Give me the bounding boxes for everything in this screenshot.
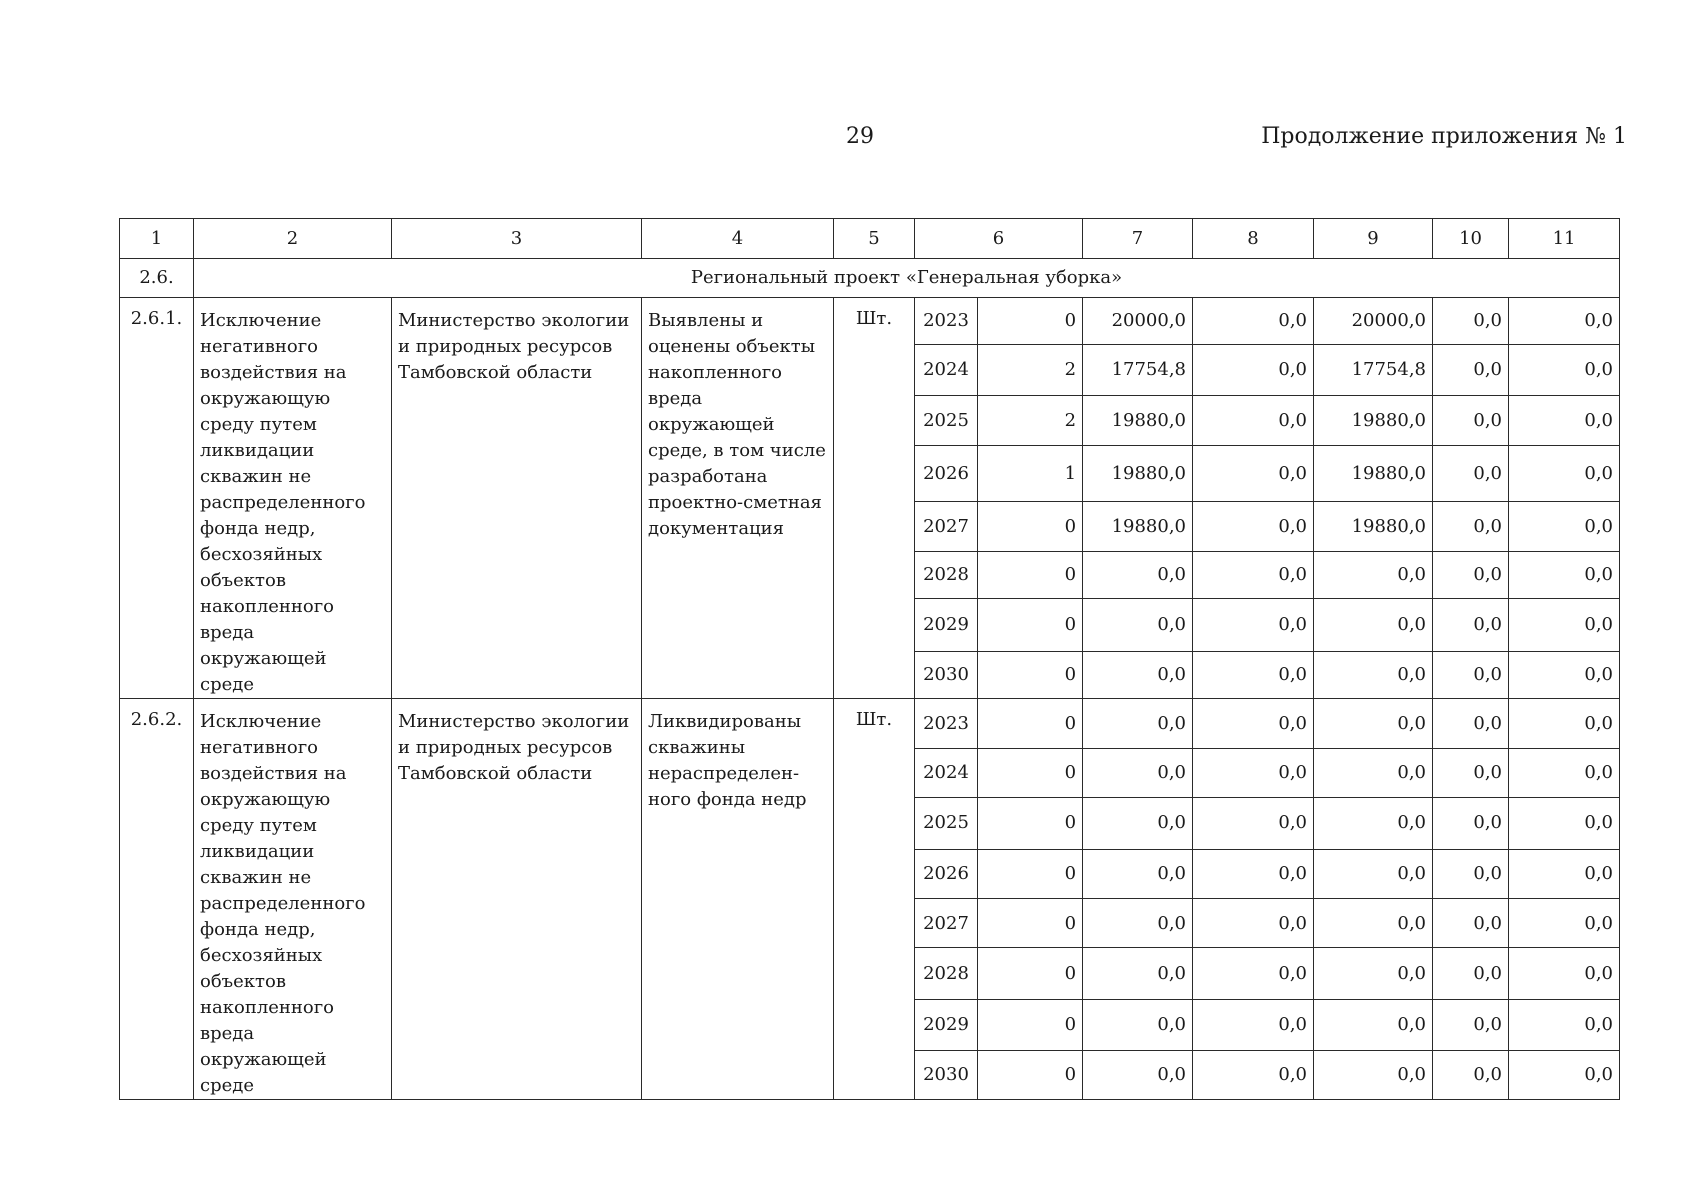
value-cell-10: 0,0 — [1433, 748, 1509, 797]
item-number: 2.6.2. — [120, 699, 194, 1100]
appendix-continuation-label: Продолжение приложения № 1 — [1261, 124, 1627, 149]
value-cell-7: 0,0 — [1083, 849, 1193, 899]
value-cell-9: 0,0 — [1314, 599, 1433, 651]
value-cell-7: 17754,8 — [1083, 345, 1193, 395]
column-number: 9 — [1314, 219, 1433, 259]
value-cell-11: 0,0 — [1509, 699, 1620, 749]
value-cell-8: 0,0 — [1193, 797, 1314, 849]
value-cell-8: 0,0 — [1193, 345, 1314, 395]
quantity-cell: 0 — [978, 1051, 1083, 1100]
value-cell-10: 0,0 — [1433, 501, 1509, 551]
value-cell-7: 20000,0 — [1083, 298, 1193, 345]
quantity-cell: 0 — [978, 849, 1083, 899]
year-cell: 2025 — [915, 395, 978, 445]
value-cell-7: 0,0 — [1083, 797, 1193, 849]
quantity-cell: 2 — [978, 395, 1083, 445]
column-number-row — [120, 219, 1620, 259]
value-cell-7: 0,0 — [1083, 599, 1193, 651]
value-cell-9: 0,0 — [1314, 651, 1433, 698]
value-cell-11: 0,0 — [1509, 899, 1620, 948]
item-description: Исключение негативного воздействия на окружающую среду путем ликвидации скважин не распределенного фонда недр, бесхозяйных объектов накопленного вреда окружающей среде — [194, 298, 392, 699]
value-cell-11: 0,0 — [1509, 445, 1620, 501]
value-cell-7: 19880,0 — [1083, 445, 1193, 501]
item-unit: Шт. — [834, 699, 915, 1100]
value-cell-8: 0,0 — [1193, 849, 1314, 899]
value-cell-7: 19880,0 — [1083, 395, 1193, 445]
value-cell-11: 0,0 — [1509, 948, 1620, 1000]
value-cell-11: 0,0 — [1509, 1000, 1620, 1051]
quantity-cell: 0 — [978, 797, 1083, 849]
table-row — [120, 699, 1620, 749]
item-unit: Шт. — [834, 298, 915, 699]
year-cell: 2024 — [915, 748, 978, 797]
value-cell-11: 0,0 — [1509, 748, 1620, 797]
value-cell-8: 0,0 — [1193, 1000, 1314, 1051]
value-cell-9: 19880,0 — [1314, 395, 1433, 445]
value-cell-7: 19880,0 — [1083, 501, 1193, 551]
value-cell-10: 0,0 — [1433, 849, 1509, 899]
value-cell-10: 0,0 — [1433, 1000, 1509, 1051]
value-cell-7: 0,0 — [1083, 551, 1193, 598]
value-cell-9: 0,0 — [1314, 948, 1433, 1000]
year-cell: 2026 — [915, 849, 978, 899]
value-cell-8: 0,0 — [1193, 599, 1314, 651]
value-cell-8: 0,0 — [1193, 551, 1314, 598]
column-number: 10 — [1433, 219, 1509, 259]
value-cell-11: 0,0 — [1509, 298, 1620, 345]
value-cell-9: 20000,0 — [1314, 298, 1433, 345]
value-cell-9: 0,0 — [1314, 797, 1433, 849]
quantity-cell: 0 — [978, 699, 1083, 749]
value-cell-10: 0,0 — [1433, 948, 1509, 1000]
value-cell-10: 0,0 — [1433, 395, 1509, 445]
value-cell-8: 0,0 — [1193, 1051, 1314, 1100]
year-cell: 2024 — [915, 345, 978, 395]
value-cell-11: 0,0 — [1509, 501, 1620, 551]
value-cell-7: 0,0 — [1083, 1051, 1193, 1100]
quantity-cell: 0 — [978, 948, 1083, 1000]
quantity-cell: 0 — [978, 551, 1083, 598]
value-cell-11: 0,0 — [1509, 345, 1620, 395]
quantity-cell: 0 — [978, 298, 1083, 345]
item-result: Выявлены и оценены объекты накопленного вреда окружающей среде, в том числе разработана проектно-сметная документация — [642, 298, 834, 699]
year-cell: 2029 — [915, 1000, 978, 1051]
section-row — [120, 259, 1620, 298]
year-cell: 2025 — [915, 797, 978, 849]
value-cell-10: 0,0 — [1433, 445, 1509, 501]
value-cell-9: 0,0 — [1314, 1051, 1433, 1100]
value-cell-8: 0,0 — [1193, 699, 1314, 749]
quantity-cell: 0 — [978, 501, 1083, 551]
column-number: 8 — [1193, 219, 1314, 259]
column-number: 5 — [834, 219, 915, 259]
value-cell-11: 0,0 — [1509, 849, 1620, 899]
value-cell-11: 0,0 — [1509, 1051, 1620, 1100]
value-cell-10: 0,0 — [1433, 651, 1509, 698]
value-cell-8: 0,0 — [1193, 748, 1314, 797]
value-cell-10: 0,0 — [1433, 345, 1509, 395]
page-number: 29 — [846, 124, 874, 149]
value-cell-11: 0,0 — [1509, 599, 1620, 651]
column-number: 3 — [392, 219, 642, 259]
value-cell-9: 0,0 — [1314, 899, 1433, 948]
value-cell-9: 19880,0 — [1314, 501, 1433, 551]
quantity-cell: 0 — [978, 748, 1083, 797]
column-number: 11 — [1509, 219, 1620, 259]
value-cell-8: 0,0 — [1193, 651, 1314, 698]
value-cell-10: 0,0 — [1433, 797, 1509, 849]
value-cell-10: 0,0 — [1433, 699, 1509, 749]
value-cell-10: 0,0 — [1433, 1051, 1509, 1100]
value-cell-11: 0,0 — [1509, 797, 1620, 849]
year-cell: 2027 — [915, 501, 978, 551]
year-cell: 2030 — [915, 651, 978, 698]
quantity-cell: 0 — [978, 899, 1083, 948]
item-executor: Министерство экологии и природных ресурсов Тамбовской области — [392, 699, 642, 1100]
program-table — [119, 218, 1620, 1100]
value-cell-9: 19880,0 — [1314, 445, 1433, 501]
year-cell: 2028 — [915, 948, 978, 1000]
year-cell: 2027 — [915, 899, 978, 948]
value-cell-9: 0,0 — [1314, 748, 1433, 797]
item-executor: Министерство экологии и природных ресурсов Тамбовской области — [392, 298, 642, 699]
year-cell: 2030 — [915, 1051, 978, 1100]
value-cell-7: 0,0 — [1083, 651, 1193, 698]
year-cell: 2023 — [915, 298, 978, 345]
column-number: 4 — [642, 219, 834, 259]
value-cell-9: 0,0 — [1314, 1000, 1433, 1051]
value-cell-10: 0,0 — [1433, 551, 1509, 598]
value-cell-10: 0,0 — [1433, 899, 1509, 948]
quantity-cell: 2 — [978, 345, 1083, 395]
year-cell: 2028 — [915, 551, 978, 598]
value-cell-7: 0,0 — [1083, 699, 1193, 749]
value-cell-9: 0,0 — [1314, 849, 1433, 899]
value-cell-8: 0,0 — [1193, 948, 1314, 1000]
table-row — [120, 298, 1620, 345]
value-cell-9: 17754,8 — [1314, 345, 1433, 395]
column-number: 7 — [1083, 219, 1193, 259]
value-cell-10: 0,0 — [1433, 599, 1509, 651]
item-number: 2.6.1. — [120, 298, 194, 699]
value-cell-9: 0,0 — [1314, 699, 1433, 749]
item-description: Исключение негативного воздействия на окружающую среду путем ликвидации скважин не распределенного фонда недр, бесхозяйных объектов накопленного вреда окружающей среде — [194, 699, 392, 1100]
item-result: Ликвидированы скважины нераспределен-ного фонда недр — [642, 699, 834, 1100]
value-cell-7: 0,0 — [1083, 1000, 1193, 1051]
value-cell-9: 0,0 — [1314, 551, 1433, 598]
column-number: 1 — [120, 219, 194, 259]
value-cell-11: 0,0 — [1509, 395, 1620, 445]
section-number: 2.6. — [120, 259, 194, 298]
quantity-cell: 0 — [978, 651, 1083, 698]
value-cell-8: 0,0 — [1193, 501, 1314, 551]
quantity-cell: 0 — [978, 599, 1083, 651]
quantity-cell: 0 — [978, 1000, 1083, 1051]
value-cell-10: 0,0 — [1433, 298, 1509, 345]
value-cell-7: 0,0 — [1083, 899, 1193, 948]
column-number: 6 — [915, 219, 1083, 259]
value-cell-7: 0,0 — [1083, 948, 1193, 1000]
value-cell-11: 0,0 — [1509, 551, 1620, 598]
value-cell-8: 0,0 — [1193, 395, 1314, 445]
column-number: 2 — [194, 219, 392, 259]
section-title: Региональный проект «Генеральная уборка» — [194, 259, 1620, 298]
value-cell-11: 0,0 — [1509, 651, 1620, 698]
year-cell: 2029 — [915, 599, 978, 651]
value-cell-8: 0,0 — [1193, 298, 1314, 345]
value-cell-7: 0,0 — [1083, 748, 1193, 797]
value-cell-8: 0,0 — [1193, 899, 1314, 948]
quantity-cell: 1 — [978, 445, 1083, 501]
year-cell: 2026 — [915, 445, 978, 501]
value-cell-8: 0,0 — [1193, 445, 1314, 501]
year-cell: 2023 — [915, 699, 978, 749]
